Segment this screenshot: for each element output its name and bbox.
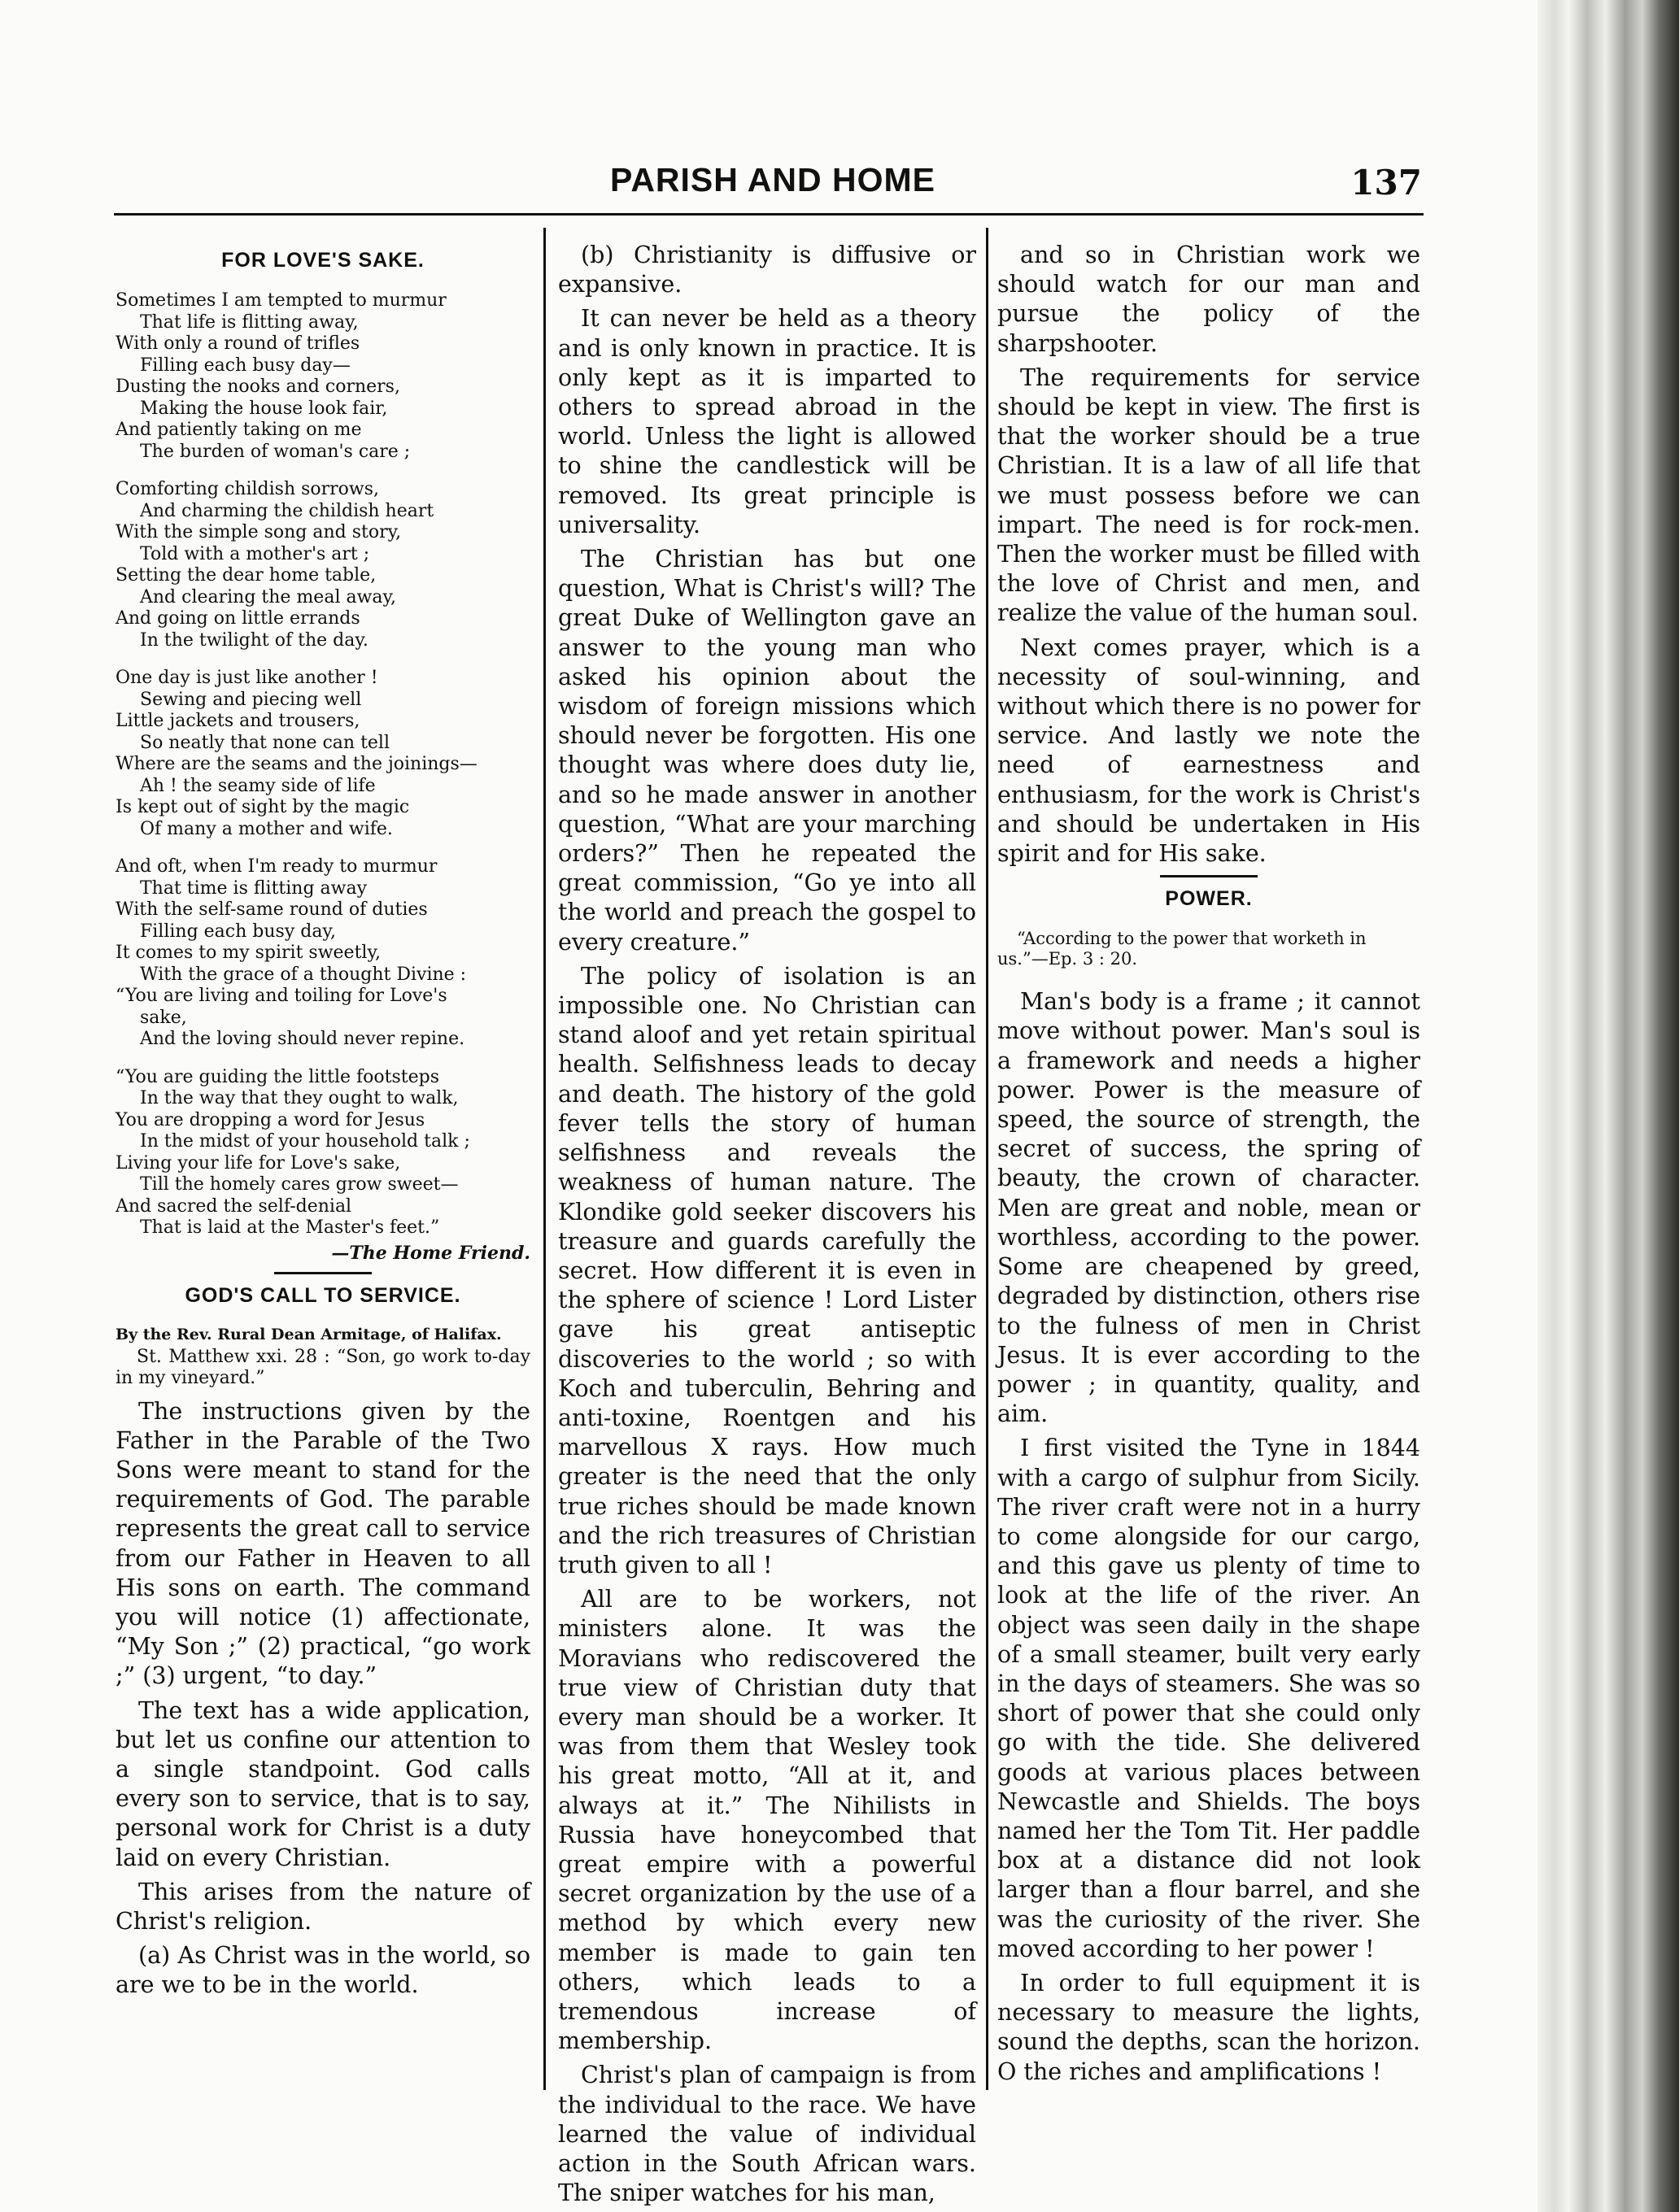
poem-line: Comforting childish sorrows, (116, 479, 380, 499)
paragraph: (a) As Christ was in the world, so are we to be in the world. (116, 1942, 530, 1999)
stanza-3 (116, 668, 530, 840)
poem-line: And the loving should never repine. (140, 1029, 465, 1049)
paragraph: The Christian has but one question, What is Christ's will? The great Duke of Wellington gave an answer to the young man who asked his opinion about the wisdom of foreign missions which should never be forgotten. His one thought was where does duty lie, and so he made answer in another question, “What are your marching orders?” Then he repeated the great commission, “Go ye into all the world and preach the gospel to every creature.” (558, 546, 976, 956)
poem-body (116, 290, 530, 1264)
scripture-reference: St. Matthew xxi. 28 : “Son, go work to-day in my vineyard.” (116, 1346, 530, 1388)
section-rule (1160, 875, 1258, 877)
page-edge (1537, 0, 1679, 2212)
stanza-5 (116, 1067, 530, 1239)
article-body-col3 (997, 241, 1420, 869)
poem-line: Sometimes I am tempted to murmur (116, 290, 447, 311)
poem-line: You are dropping a word for Jesus (116, 1109, 425, 1130)
epigraph: “According to the power that worketh in us.”—Ep. 3 : 20. (997, 929, 1367, 969)
poem-line: Told with a mother's art ; (140, 543, 370, 564)
poem-line: And sacred the self-denial (116, 1195, 352, 1217)
paragraph: The instructions given by the Father in the Parable of the Two Sons were meant to stand for the requirements of God. The parable represents the great call to service from our Father in Heaven to all His sons on earth. The command you will notice (1) affectionate, “My Son ;” (2) practical, “go work ;” (3) urgent, “to day.” (116, 1397, 530, 1690)
poem-line: One day is just like another ! (116, 668, 378, 688)
power-body (997, 987, 1420, 2087)
paragraph: Man's body is a frame ; it cannot move without power. Man's soul is a framework and needs a higher power. Power is the measure of speed, the source of strength, the secret of success, the spring of beauty, the crown of character. Men are great and noble, mean or worthless, according to the power. Some are cheapened by greed, degraded by distinction, others rise to the fulness of men in Christ Jesus. It is ever according to the power ; in quantity, quality, and aim. (997, 988, 1420, 1428)
paragraph: and so in Christian work we should watch for our man and pursue the policy of the sharpshooter. (997, 242, 1420, 357)
paragraph: I first visited the Tyne in 1844 with a cargo of sulphur from Sicily. The river craft were not in a hurry to come alongside for our cargo, and this gave us plenty of time to look at the life of the river. An object was seen daily in the shape of a small steamer, built very early in the days of steamers. She was so short of power that she could only go with the tide. She delivered goods at various places between Newcastle and Shields. The boys named her the Tom Tit. Her paddle box at a distance did not look larger than a flour barrel, and she was the curiosity of the river. She moved according to her power ! (997, 1435, 1420, 1962)
poem-source: —The Home Friend. (331, 1242, 530, 1264)
poem-line: With the simple song and story, (116, 522, 402, 542)
poem-line: In the way that they ought to walk, (140, 1088, 459, 1108)
poem-line: Dusting the nooks and corners, (116, 377, 400, 397)
poem-title: FOR LOVE'S SAKE. (221, 249, 425, 272)
poem-line: And going on little errands (116, 608, 360, 629)
byline: By the Rev. Rural Dean Armitage, of Halifax. (116, 1325, 502, 1343)
column-divider (986, 228, 988, 2090)
header-rule (114, 213, 1424, 216)
paragraph: (b) Christianity is diffusive or expansive. (558, 242, 976, 298)
column-3 (997, 241, 1420, 2085)
poem-line: Where are the seams and the joinings— (116, 754, 478, 774)
paragraph: Next comes prayer, which is a necessity of soul-winning, and without which there is no power for service. And lastly we note the need of earnestness and enthusiasm, for the work is Christ's and should be undertaken in His spirit and for His sake. (997, 634, 1420, 868)
poem-line: And oft, when I'm ready to murmur (116, 856, 438, 877)
paragraph: It can never be held as a theory and is only known in practice. It is only kept as it is imparted to others to spread abroad in the world. Unless the light is allowed to shine the candlestick will be removed. Its great principle is universality. (558, 305, 976, 538)
column-divider (543, 228, 546, 2090)
paragraph: The requirements for service should be kept in view. The first is that the worker should be a true Christian. It is a law of all life that we must possess before we can impart. The need is for rock-men. Then the worker must be filled with the love of Christ and men, and realize the value of the human soul. (997, 364, 1420, 627)
poem-line: Filling each busy day, (140, 921, 336, 942)
poem-line: That time is flitting away (140, 877, 368, 899)
poem-line: Sewing and piecing well (140, 689, 362, 710)
poem-line: “You are guiding the little footsteps (116, 1066, 439, 1087)
poem-line: Till the homely cares grow sweet— (140, 1174, 459, 1195)
stanza-1 (116, 290, 530, 463)
poem-line: Making the house look fair, (140, 398, 388, 419)
poem-line: sake, (140, 1007, 187, 1028)
article-body-col1 (116, 1397, 530, 2001)
section-rule (274, 1272, 372, 1274)
poem-line: With the self-same round of duties (116, 899, 428, 920)
paragraph: In order to full equipment it is necessary to measure the lights, sound the depths, scan the horizon. O the riches and amplifications ! (997, 1969, 1420, 2085)
poem-line: Of many a mother and wife. (140, 818, 393, 839)
poem-line: In the midst of your household talk ; (140, 1131, 470, 1152)
poem-line: Ah ! the seamy side of life (140, 775, 376, 796)
poem-line: Setting the dear home table, (116, 565, 377, 586)
poem-line: So neatly that none can tell (140, 732, 390, 753)
poem-line: It comes to my spirit sweetly, (116, 943, 381, 963)
paragraph: Christ's plan of campaign is from the individual to the race. We have learned the value of individual action in the South African wars. The sniper watches for his man, (558, 2062, 976, 2207)
poem-line: And patiently taking on me (116, 420, 362, 440)
stanza-4 (116, 856, 530, 1051)
journal-title: PARISH AND HOME (610, 161, 935, 198)
poem-line: “You are living and toiling for Love's (116, 986, 447, 1006)
poem-line: Filling each busy day— (140, 355, 351, 376)
column-2 (558, 241, 976, 2207)
poem-line: With the grace of a thought Divine : (140, 964, 467, 985)
poem-line: Little jackets and trousers, (116, 711, 360, 731)
paragraph: All are to be workers, not ministers alone. It was the Moravians who rediscovered the true view of Christian duty that every man should be a worker. It was from them that Wesley took his great motto, “All at it, and always at it.” The Nihilists in Russia have honeycombed that great empire with a powerful secret organization by the use of a method by which every new member is made to gain ten others, which leads to a tremendous increase of membership. (558, 1586, 976, 2055)
poem-line: Living your life for Love's sake, (116, 1152, 401, 1173)
article-title: GOD'S CALL TO SERVICE. (185, 1283, 461, 1307)
poem-line: That life is flitting away, (140, 311, 359, 333)
page-number: 137 (1350, 163, 1422, 202)
paragraph: The policy of isolation is an impossible one. No Christian can stand aloof and yet retain spiritual health. Selfishness leads to decay and death. The history of the gold fever tells the story of human selfishness and reveals the weakness of human nature. The Klondike gold seeker discovers his treasure and guards carefully the secret. How different it is even in the sphere of science ! Lord Lister gave his great antiseptic discoveries to the world ; so with Koch and tuberculin, Behring and anti-toxine, Roentgen and his marvellous X rays. How much greater is the need that the only true riches should be made known and the rich treasures of Christian truth given to all ! (558, 962, 976, 1578)
poem-line: And clearing the meal away, (140, 586, 397, 607)
article-title: POWER. (1165, 887, 1253, 911)
poem-line: That is laid at the Master's feet.” (140, 1217, 440, 1238)
stanza-2 (116, 479, 530, 651)
poem-line: And charming the childish heart (140, 500, 434, 521)
column-1 (116, 241, 530, 2074)
running-header (114, 161, 1432, 213)
paragraph: This arises from the nature of Christ's religion. (116, 1878, 530, 1935)
paragraph: The text has a wide application, but let us confine our attention to a single standpoint. God calls every son to service, that is to say, personal work for Christ is a duty laid on every Christian. (116, 1696, 530, 1871)
poem-line: In the twilight of the day. (140, 629, 369, 651)
poem-line: The burden of woman's care ; (140, 441, 411, 462)
poem-line: With only a round of trifles (116, 333, 360, 354)
poem-line: Is kept out of sight by the magic (116, 797, 410, 817)
